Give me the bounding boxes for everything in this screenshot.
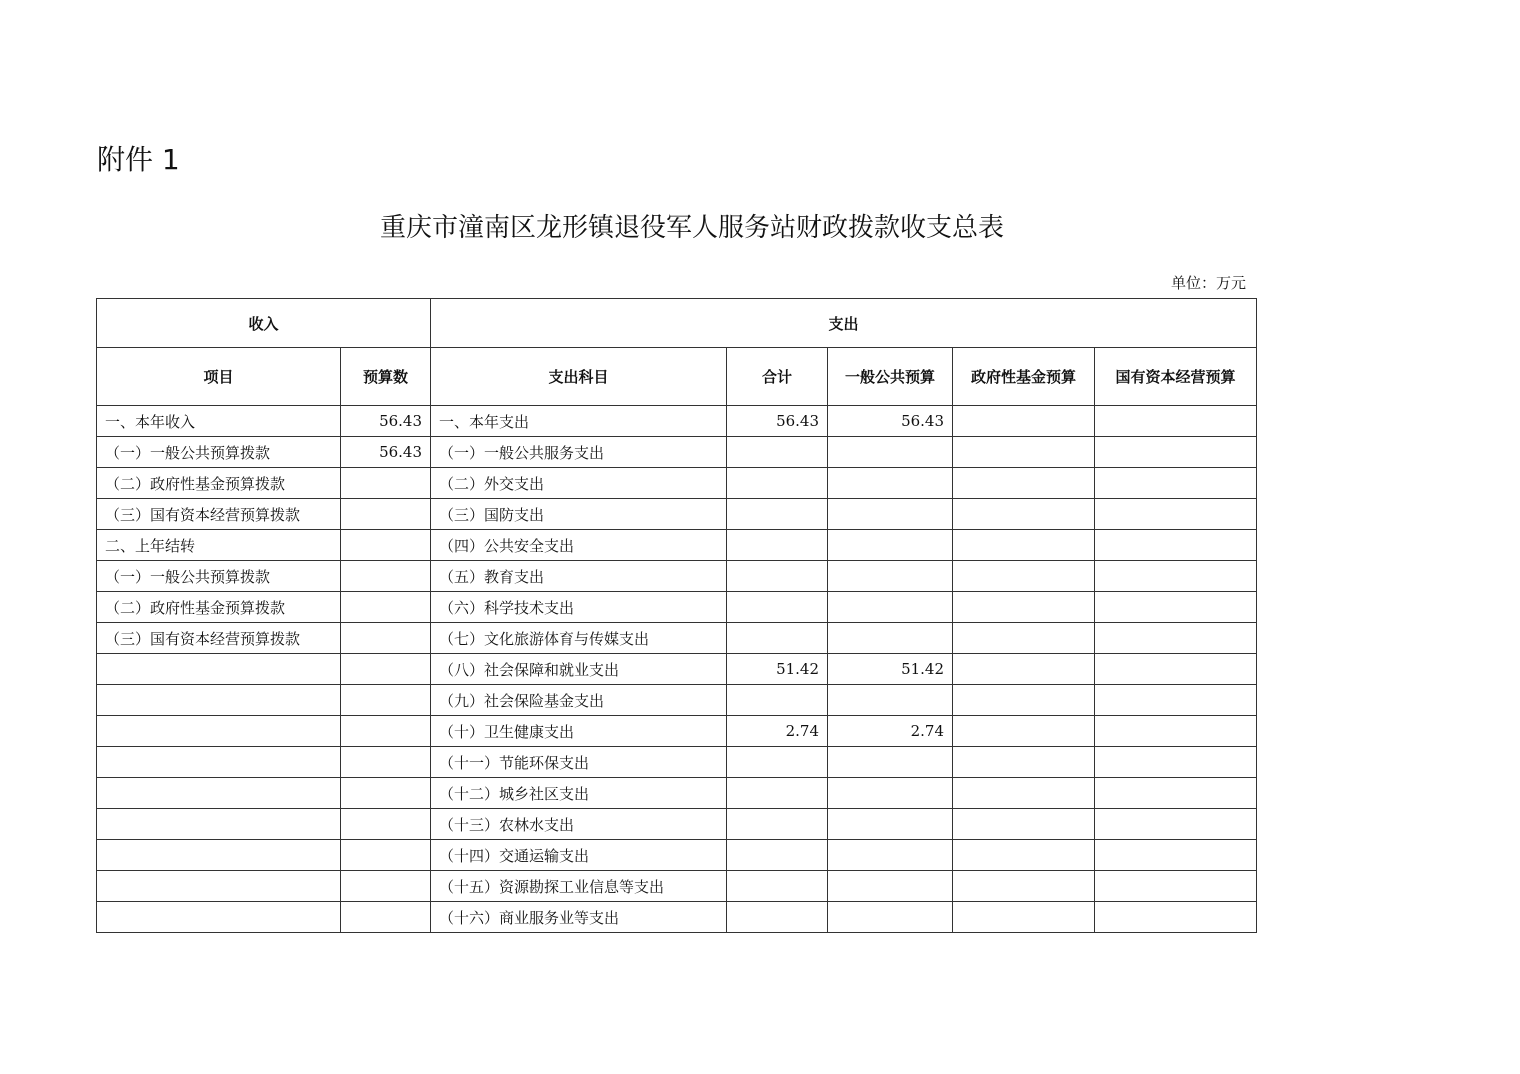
cell-state xyxy=(1095,716,1257,747)
cell-budget xyxy=(341,716,431,747)
cell-state xyxy=(1095,468,1257,499)
cell-subject: （十二）城乡社区支出 xyxy=(431,778,727,809)
cell-general xyxy=(828,809,953,840)
cell-total xyxy=(727,871,828,902)
col-header-state: 国有资本经营预算 xyxy=(1095,348,1257,406)
cell-total xyxy=(727,561,828,592)
cell-budget xyxy=(341,592,431,623)
cell-total xyxy=(727,747,828,778)
cell-total xyxy=(727,530,828,561)
table-row xyxy=(97,871,1257,902)
cell-item xyxy=(97,716,341,747)
cell-state xyxy=(1095,871,1257,902)
cell-subject: （十一）节能环保支出 xyxy=(431,747,727,778)
cell-subject: （四）公共安全支出 xyxy=(431,530,727,561)
table-row xyxy=(97,406,1257,437)
page-title: 重庆市潼南区龙形镇退役军人服务站财政拨款收支总表 xyxy=(379,213,1004,243)
table-row xyxy=(97,809,1257,840)
cell-state xyxy=(1095,623,1257,654)
cell-budget: 56.43 xyxy=(341,406,431,437)
cell-budget xyxy=(341,871,431,902)
cell-fund xyxy=(953,778,1095,809)
cell-fund xyxy=(953,654,1095,685)
cell-item: 二、上年结转 xyxy=(97,530,341,561)
cell-budget xyxy=(341,561,431,592)
cell-fund xyxy=(953,716,1095,747)
table-row xyxy=(97,654,1257,685)
cell-fund xyxy=(953,561,1095,592)
attachment-label: 附件 1 xyxy=(97,143,180,176)
col-header-budget: 预算数 xyxy=(341,348,431,406)
cell-item xyxy=(97,654,341,685)
cell-general xyxy=(828,499,953,530)
table-row xyxy=(97,840,1257,871)
table-row xyxy=(97,778,1257,809)
cell-fund xyxy=(953,499,1095,530)
cell-general xyxy=(828,623,953,654)
cell-general xyxy=(828,747,953,778)
cell-subject: （十六）商业服务业等支出 xyxy=(431,902,727,933)
cell-general xyxy=(828,902,953,933)
table-row xyxy=(97,437,1257,468)
cell-fund xyxy=(953,437,1095,468)
cell-fund xyxy=(953,623,1095,654)
cell-subject: （九）社会保险基金支出 xyxy=(431,685,727,716)
cell-total xyxy=(727,468,828,499)
cell-subject: （五）教育支出 xyxy=(431,561,727,592)
unit-label: 单位：万元 xyxy=(1170,274,1246,292)
cell-budget xyxy=(341,499,431,530)
cell-fund xyxy=(953,871,1095,902)
cell-total xyxy=(727,499,828,530)
cell-budget xyxy=(341,778,431,809)
cell-item: （一）一般公共预算拨款 xyxy=(97,561,341,592)
cell-subject: （十五）资源勘探工业信息等支出 xyxy=(431,871,727,902)
cell-state xyxy=(1095,530,1257,561)
cell-total xyxy=(727,840,828,871)
cell-total xyxy=(727,592,828,623)
cell-general: 2.74 xyxy=(828,716,953,747)
cell-fund xyxy=(953,530,1095,561)
cell-general xyxy=(828,592,953,623)
cell-state xyxy=(1095,840,1257,871)
cell-budget xyxy=(341,468,431,499)
cell-budget xyxy=(341,747,431,778)
cell-fund xyxy=(953,840,1095,871)
cell-total xyxy=(727,902,828,933)
cell-item: 一、本年收入 xyxy=(97,406,341,437)
cell-state xyxy=(1095,778,1257,809)
cell-total xyxy=(727,685,828,716)
cell-budget xyxy=(341,685,431,716)
cell-general xyxy=(828,561,953,592)
cell-budget xyxy=(341,809,431,840)
table-row xyxy=(97,530,1257,561)
cell-item xyxy=(97,840,341,871)
cell-budget xyxy=(341,840,431,871)
cell-subject: （十四）交通运输支出 xyxy=(431,840,727,871)
cell-general: 56.43 xyxy=(828,406,953,437)
cell-general: 51.42 xyxy=(828,654,953,685)
cell-total: 56.43 xyxy=(727,406,828,437)
cell-total xyxy=(727,778,828,809)
cell-fund xyxy=(953,592,1095,623)
col-header-subject: 支出科目 xyxy=(431,348,727,406)
table-row xyxy=(97,623,1257,654)
cell-subject: （六）科学技术支出 xyxy=(431,592,727,623)
cell-budget: 56.43 xyxy=(341,437,431,468)
cell-state xyxy=(1095,592,1257,623)
budget-summary-table xyxy=(96,298,1257,933)
cell-item xyxy=(97,747,341,778)
cell-total xyxy=(727,623,828,654)
table-row xyxy=(97,716,1257,747)
cell-item: （二）政府性基金预算拨款 xyxy=(97,592,341,623)
cell-total: 51.42 xyxy=(727,654,828,685)
cell-subject: （八）社会保障和就业支出 xyxy=(431,654,727,685)
cell-state xyxy=(1095,499,1257,530)
cell-item xyxy=(97,809,341,840)
cell-item: （一）一般公共预算拨款 xyxy=(97,437,341,468)
cell-general xyxy=(828,437,953,468)
cell-total xyxy=(727,809,828,840)
cell-general xyxy=(828,530,953,561)
col-header-item: 项目 xyxy=(97,348,341,406)
cell-subject: （十）卫生健康支出 xyxy=(431,716,727,747)
cell-item: （三）国有资本经营预算拨款 xyxy=(97,499,341,530)
cell-total xyxy=(727,437,828,468)
cell-general xyxy=(828,778,953,809)
cell-subject: （二）外交支出 xyxy=(431,468,727,499)
cell-state xyxy=(1095,406,1257,437)
cell-fund xyxy=(953,468,1095,499)
cell-subject: （七）文化旅游体育与传媒支出 xyxy=(431,623,727,654)
cell-general xyxy=(828,840,953,871)
column-header-row xyxy=(97,348,1257,406)
cell-general xyxy=(828,685,953,716)
cell-state xyxy=(1095,437,1257,468)
cell-fund xyxy=(953,809,1095,840)
cell-state xyxy=(1095,685,1257,716)
col-header-total: 合计 xyxy=(727,348,828,406)
expense-group-header: 支出 xyxy=(431,299,1257,348)
table-row xyxy=(97,592,1257,623)
cell-budget xyxy=(341,902,431,933)
cell-fund xyxy=(953,406,1095,437)
cell-subject: （十三）农林水支出 xyxy=(431,809,727,840)
cell-state xyxy=(1095,809,1257,840)
cell-item: （三）国有资本经营预算拨款 xyxy=(97,623,341,654)
table-row xyxy=(97,561,1257,592)
cell-total: 2.74 xyxy=(727,716,828,747)
table-row xyxy=(97,902,1257,933)
cell-budget xyxy=(341,530,431,561)
cell-state xyxy=(1095,902,1257,933)
income-group-header: 收入 xyxy=(97,299,431,348)
cell-state xyxy=(1095,561,1257,592)
table-body xyxy=(97,406,1257,933)
cell-subject: （三）国防支出 xyxy=(431,499,727,530)
table-row xyxy=(97,685,1257,716)
cell-general xyxy=(828,468,953,499)
col-header-fund: 政府性基金预算 xyxy=(953,348,1095,406)
group-header-row xyxy=(97,299,1257,348)
cell-item xyxy=(97,871,341,902)
cell-state xyxy=(1095,747,1257,778)
table-row xyxy=(97,468,1257,499)
cell-subject: （一）一般公共服务支出 xyxy=(431,437,727,468)
cell-budget xyxy=(341,654,431,685)
cell-state xyxy=(1095,654,1257,685)
cell-subject: 一、本年支出 xyxy=(431,406,727,437)
cell-item xyxy=(97,685,341,716)
table-row xyxy=(97,499,1257,530)
cell-fund xyxy=(953,747,1095,778)
cell-item xyxy=(97,778,341,809)
cell-general xyxy=(828,871,953,902)
cell-fund xyxy=(953,902,1095,933)
col-header-general: 一般公共预算 xyxy=(828,348,953,406)
cell-budget xyxy=(341,623,431,654)
table-row xyxy=(97,747,1257,778)
cell-item xyxy=(97,902,341,933)
cell-item: （二）政府性基金预算拨款 xyxy=(97,468,341,499)
cell-fund xyxy=(953,685,1095,716)
